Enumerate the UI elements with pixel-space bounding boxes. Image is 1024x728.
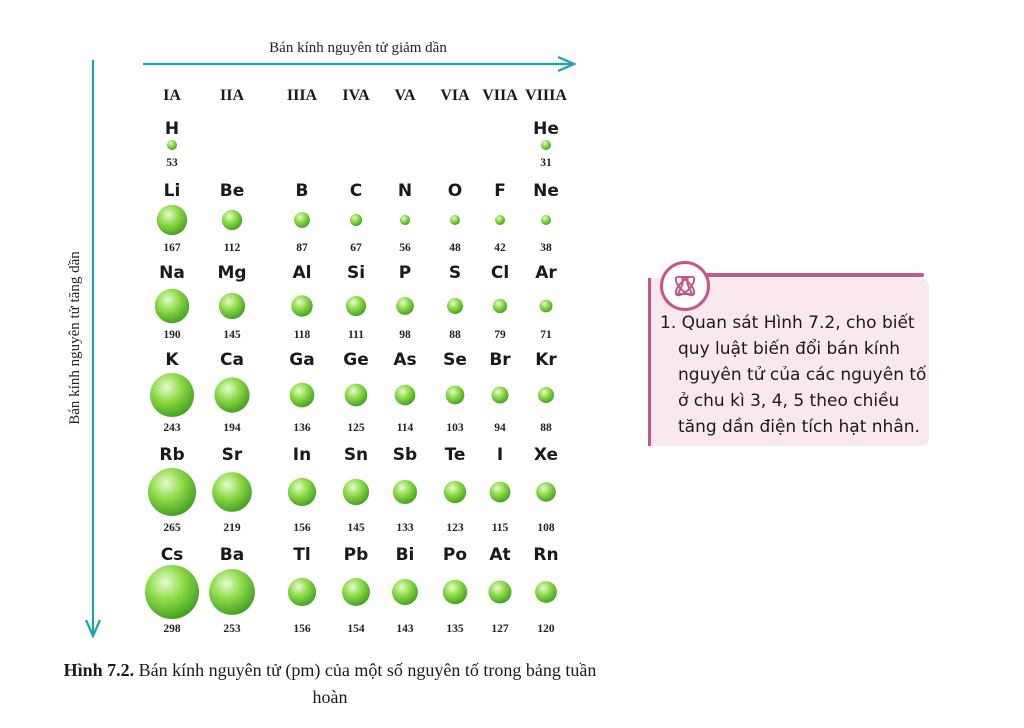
- atom-sphere: [446, 386, 465, 405]
- element-symbol: Mg: [217, 263, 247, 283]
- radius-value: 145: [223, 329, 241, 341]
- flask-atom-icon: [660, 261, 710, 311]
- element-cell-xe: [534, 445, 558, 534]
- element-cell-as: [393, 350, 416, 434]
- element-cell-al: [291, 263, 312, 341]
- element-cell-bi: [392, 545, 418, 635]
- atom-sphere: [219, 293, 245, 319]
- element-symbol: Xe: [533, 445, 559, 465]
- element-cell-cs: [145, 545, 199, 635]
- element-cell-ba: [209, 545, 255, 635]
- element-symbol: N: [397, 181, 413, 201]
- radius-value: 111: [348, 329, 364, 341]
- element-symbol: Cs: [160, 545, 184, 565]
- radius-value: 31: [540, 157, 552, 169]
- element-cell-br: [489, 350, 511, 434]
- element-symbol: Sb: [392, 445, 418, 465]
- element-cell-ar: [535, 263, 557, 341]
- radius-value: 143: [396, 623, 414, 635]
- radius-value: 118: [293, 329, 311, 341]
- element-symbol: Bi: [395, 545, 415, 565]
- element-cell-h: [165, 119, 179, 169]
- element-symbol: I: [496, 445, 504, 465]
- element-cell-c: [350, 181, 362, 254]
- atom-sphere: [396, 297, 414, 315]
- atom-sphere: [342, 578, 370, 606]
- element-cell-ge: [343, 350, 368, 434]
- radius-value: 98: [399, 329, 411, 341]
- atom-sphere: [145, 565, 199, 619]
- element-cell-ga: [289, 350, 314, 434]
- element-symbol: Po: [442, 545, 468, 565]
- element-cell-si: [346, 263, 366, 341]
- atom-sphere: [541, 215, 551, 225]
- atom-sphere: [167, 140, 177, 150]
- element-symbol: Cl: [490, 263, 510, 283]
- atom-sphere: [393, 480, 417, 504]
- element-symbol: Pb: [343, 545, 369, 565]
- element-cell-k: [150, 350, 194, 434]
- element-symbol: Rb: [159, 445, 185, 465]
- element-symbol: Tl: [293, 545, 311, 565]
- group-label-iiia: IIIA: [286, 87, 318, 104]
- group-label-va: VA: [394, 87, 416, 104]
- element-cell-s: [447, 263, 463, 341]
- element-symbol: Se: [443, 350, 467, 370]
- element-cell-sr: [212, 445, 252, 534]
- radius-value: 71: [540, 329, 552, 341]
- radius-value: 190: [163, 329, 181, 341]
- element-cell-na: [155, 263, 189, 341]
- radius-value: 38: [540, 242, 552, 254]
- radius-value: 115: [491, 522, 509, 534]
- element-cell-sb: [393, 445, 417, 534]
- atom-sphere: [290, 383, 315, 408]
- radius-value: 94: [494, 422, 506, 434]
- atom-sphere: [343, 479, 369, 505]
- atom-sphere: [395, 385, 416, 406]
- atom-sphere: [540, 300, 553, 313]
- atom-sphere: [493, 299, 507, 313]
- figure-caption: [60, 657, 600, 711]
- horizontal-arrow: [143, 57, 574, 71]
- radius-value: 53: [166, 157, 178, 169]
- element-cell-ca: [214, 350, 249, 434]
- caption-label: Hình 7.2.: [63, 660, 135, 680]
- element-symbol: As: [393, 350, 417, 370]
- atom-sphere: [346, 296, 366, 316]
- atom-sphere: [541, 140, 551, 150]
- atom-sphere: [155, 289, 189, 323]
- element-symbol: Ca: [220, 350, 244, 370]
- atom-sphere: [536, 482, 556, 502]
- element-cell-pb: [342, 545, 370, 635]
- question-text: 1. Quan sát Hình 7.2, cho biết quy luật biến đổi bán kính nguyên tử của các nguyên tố ở chu kì 3, 4, 5 theo chiều tăng dần điện tích hạt nhân.: [660, 313, 927, 437]
- atom-sphere: [444, 481, 466, 503]
- element-symbol: B: [295, 181, 309, 201]
- element-symbol: Be: [219, 181, 245, 201]
- element-cell-o: [448, 181, 462, 254]
- atom-sphere: [222, 210, 242, 230]
- element-symbol: At: [489, 545, 511, 565]
- element-symbol: Ga: [289, 350, 315, 370]
- element-cell-mg: [217, 263, 246, 341]
- periodic-table-grid: [145, 87, 567, 635]
- element-cell-tl: [288, 545, 316, 635]
- element-cell-po: [443, 545, 467, 635]
- atom-sphere: [288, 478, 316, 506]
- group-label-via: VIA: [440, 87, 470, 104]
- element-symbol: Ba: [219, 545, 245, 565]
- radius-value: 145: [347, 522, 365, 534]
- element-symbol: K: [165, 350, 179, 370]
- horizontal-axis-label: Bán kính nguyên tử giảm dần: [269, 40, 447, 56]
- group-label-viia: VIIA: [482, 87, 518, 104]
- radius-value: 103: [446, 422, 464, 434]
- radius-value: 87: [296, 242, 308, 254]
- element-symbol: O: [447, 181, 463, 201]
- radius-value: 154: [347, 623, 365, 635]
- group-label-iva: IVA: [342, 87, 370, 104]
- element-cell-p: [396, 263, 414, 341]
- element-cell-f: [494, 181, 506, 254]
- caption-text: Bán kính nguyên tử (pm) của một số nguyên tố trong bảng tuần hoàn: [134, 660, 597, 707]
- atom-sphere: [350, 214, 362, 226]
- element-symbol: Rn: [533, 545, 559, 565]
- radius-value: 67: [350, 242, 362, 254]
- element-symbol: Si: [346, 263, 366, 283]
- atom-sphere: [400, 215, 410, 225]
- atom-sphere: [535, 581, 557, 603]
- group-label-viiia: VIIIA: [525, 87, 567, 104]
- element-symbol: Sr: [221, 445, 243, 465]
- element-symbol: He: [533, 119, 559, 139]
- element-symbol: Ge: [343, 350, 369, 370]
- radius-value: 243: [163, 422, 181, 434]
- vertical-axis-label: Bán kính nguyên tử tăng dần: [67, 251, 83, 425]
- group-label-ia: IA: [163, 87, 181, 104]
- atom-sphere: [392, 579, 418, 605]
- radius-value: 88: [449, 329, 461, 341]
- radius-value: 42: [494, 242, 506, 254]
- atom-sphere: [538, 387, 554, 403]
- element-symbol: S: [448, 263, 462, 283]
- radius-value: 123: [446, 522, 464, 534]
- radius-value: 125: [347, 422, 365, 434]
- radius-value: 108: [537, 522, 555, 534]
- radius-value: 48: [449, 242, 461, 254]
- element-cell-cl: [491, 263, 509, 341]
- radius-value: 253: [223, 623, 241, 635]
- atom-sphere: [214, 377, 249, 412]
- atom-sphere: [495, 215, 505, 225]
- radius-value: 120: [537, 623, 555, 635]
- element-symbol: Na: [159, 263, 185, 283]
- atom-sphere: [294, 212, 310, 228]
- element-cell-in: [288, 445, 316, 534]
- radius-value: 112: [223, 242, 241, 254]
- element-symbol: H: [164, 119, 180, 139]
- element-cell-i: [490, 445, 511, 534]
- radius-value: 127: [491, 623, 509, 635]
- radius-value: 298: [163, 623, 181, 635]
- radius-value: 136: [293, 422, 311, 434]
- element-cell-be: [220, 181, 245, 254]
- radius-value: 156: [293, 522, 311, 534]
- atom-sphere: [288, 578, 316, 606]
- element-symbol: Sn: [343, 445, 369, 465]
- element-cell-he: [533, 119, 559, 169]
- element-cell-te: [444, 445, 466, 534]
- element-symbol: Al: [292, 263, 312, 283]
- element-cell-n: [398, 181, 412, 254]
- radius-value: 156: [293, 623, 311, 635]
- atom-sphere: [148, 468, 196, 516]
- radius-value: 56: [399, 242, 411, 254]
- element-symbol: Li: [163, 181, 181, 201]
- radius-value: 114: [396, 422, 414, 434]
- element-cell-at: [488, 545, 511, 635]
- radius-value: 133: [396, 522, 414, 534]
- atom-sphere: [150, 373, 194, 417]
- radius-value: 79: [494, 329, 506, 341]
- atom-sphere: [209, 569, 255, 615]
- atom-sphere: [488, 580, 511, 603]
- element-symbol: F: [494, 181, 506, 201]
- element-symbol: In: [292, 445, 312, 465]
- group-label-iia: IIA: [219, 87, 245, 104]
- radius-value: 265: [163, 522, 181, 534]
- element-cell-rb: [148, 445, 196, 534]
- element-symbol: Te: [444, 445, 466, 465]
- element-symbol: Ar: [535, 263, 557, 283]
- atom-sphere: [490, 482, 511, 503]
- element-cell-sn: [343, 445, 369, 534]
- element-cell-ne: [533, 181, 559, 254]
- radius-value: 219: [223, 522, 241, 534]
- element-cell-li: [157, 181, 187, 254]
- atom-sphere: [491, 386, 508, 403]
- element-cell-rn: [533, 545, 558, 635]
- atom-sphere: [157, 205, 187, 235]
- element-cell-se: [443, 350, 467, 434]
- element-symbol: Br: [489, 350, 511, 370]
- radius-value: 135: [446, 623, 464, 635]
- radius-value: 167: [163, 242, 181, 254]
- radius-value: 88: [540, 422, 552, 434]
- vertical-arrow: [86, 60, 100, 636]
- atom-sphere: [345, 384, 368, 407]
- element-cell-b: [294, 181, 310, 254]
- radius-value: 194: [223, 422, 241, 434]
- atom-sphere: [291, 295, 312, 316]
- atom-sphere: [450, 215, 460, 225]
- atom-sphere: [443, 580, 467, 604]
- element-symbol: Kr: [535, 350, 557, 370]
- element-symbol: Ne: [533, 181, 559, 201]
- question-top-rule: [702, 273, 924, 277]
- element-symbol: C: [349, 181, 363, 201]
- atom-sphere: [447, 298, 463, 314]
- element-cell-kr: [535, 350, 557, 434]
- element-symbol: P: [398, 263, 412, 283]
- atom-sphere: [212, 472, 252, 512]
